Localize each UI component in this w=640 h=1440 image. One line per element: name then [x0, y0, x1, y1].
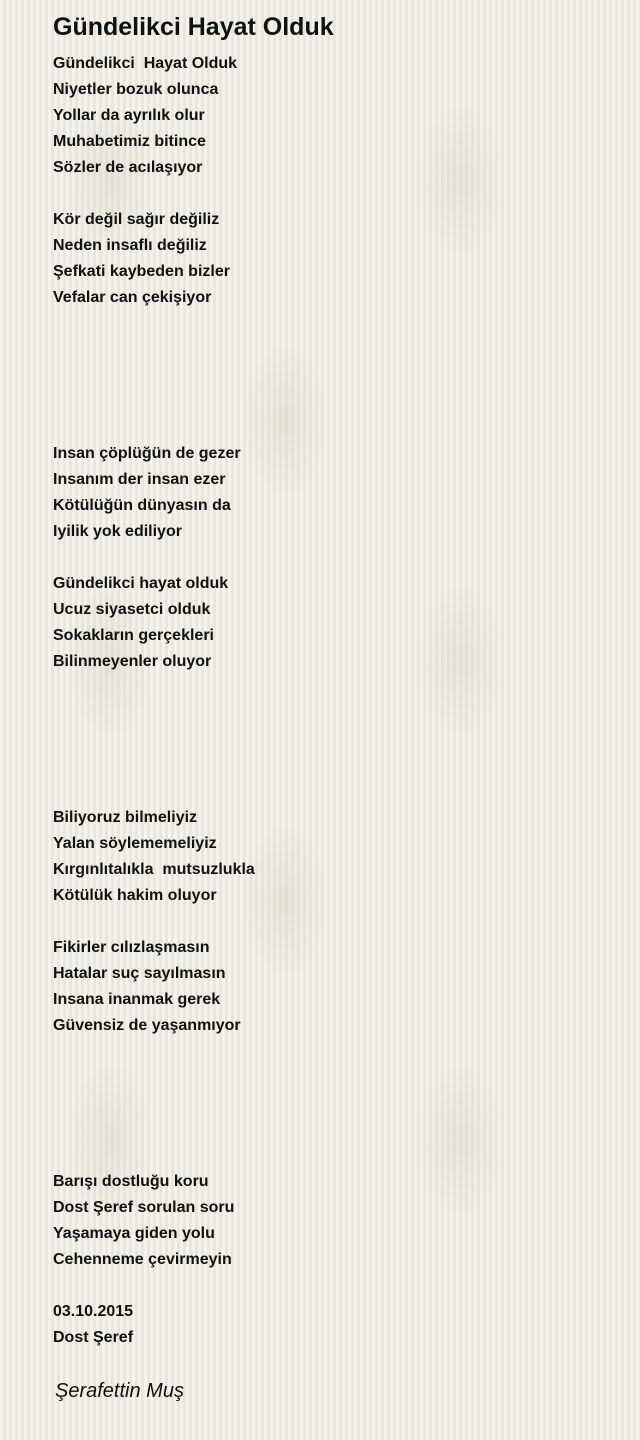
poem-title: Gündelikci Hayat Olduk: [53, 13, 334, 41]
poem-text: Gündelikci Hayat Olduk Niyetler bozuk olunca Yollar da ayrılık olur Muhabetimiz bitince Sözler de acılaşıyor Kör değil sağır değiliz Neden insaflı değiliz Şefkati kaybeden bizler Vefalar can çekişiyor Insan çöplüğün de gezer Insanım der insan ezer Kötülüğün dünyasın da Iyilik yok ediliyor Gündelikci hayat olduk Ucuz siyasetci olduk Sokakların gerçekleri Bilinmeyenler oluyor Biliyoruz bilmeliyiz Yalan söylememeliyiz Kırgınlıtalıkla mutsuzlukla Kötülük hakim oluyor Fikirler cılızlaşmasın Hatalar suç sayılmasın Insana inanmak gerek Güvensiz de yaşanmıyor Barışı dostluğu koru Dost Şeref sorulan soru Yaşamaya giden yolu Cehenneme çevirmeyin 03.10.2015 Dost Şeref: [53, 55, 255, 1346]
author-signature: Şerafettin Muş: [55, 1380, 184, 1402]
